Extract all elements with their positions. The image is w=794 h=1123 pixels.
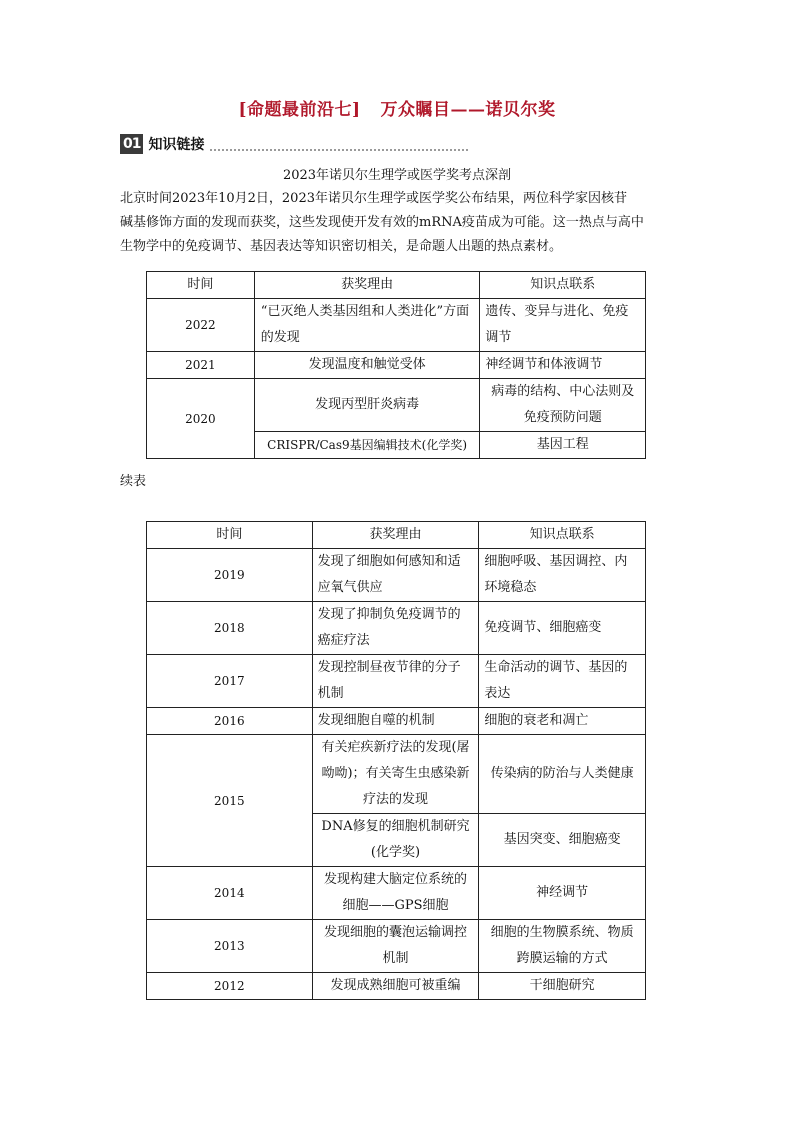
column-header: 获奖理由 bbox=[254, 272, 480, 299]
table-row bbox=[147, 920, 646, 973]
table-header-row bbox=[147, 272, 646, 299]
section-header bbox=[120, 132, 468, 156]
reason-cell: 有关疟疾新疗法的发现(屠呦呦)；有关寄生虫感染新疗法的发现 bbox=[312, 735, 479, 814]
knowledge-cell: 传染病的防治与人类健康 bbox=[479, 735, 646, 814]
knowledge-cell: 细胞的生物膜系统、物质跨膜运输的方式 bbox=[479, 920, 646, 973]
year-cell: 2018 bbox=[147, 602, 313, 655]
reason-cell: 发现细胞的囊泡运输调控机制 bbox=[312, 920, 479, 973]
reason-cell: CRISPR/Cas9基因编辑技术(化学奖) bbox=[254, 432, 480, 459]
knowledge-cell: 免疫调节、细胞癌变 bbox=[479, 602, 646, 655]
column-header: 时间 bbox=[147, 522, 313, 549]
table-row bbox=[147, 549, 646, 602]
reason-cell: 发现温度和触觉受体 bbox=[254, 352, 480, 379]
knowledge-cell: 细胞的衰老和凋亡 bbox=[479, 708, 646, 735]
year-cell: 2022 bbox=[147, 299, 255, 352]
table-header-row bbox=[147, 522, 646, 549]
section-label: 知识链接 bbox=[148, 137, 205, 153]
year-cell: 2016 bbox=[147, 708, 313, 735]
section-number-badge: 01 bbox=[120, 134, 143, 154]
table-row bbox=[147, 352, 646, 379]
table-row bbox=[147, 708, 646, 735]
intro-line: 生物学中的免疫调节、基因表达等知识密切相关，是命题人出题的热点素材。 bbox=[120, 239, 563, 254]
reason-cell: 发现成熟细胞可被重编 bbox=[312, 973, 479, 1000]
intro-paragraph bbox=[120, 187, 650, 259]
reason-cell: 发现了细胞如何感知和适应氧气供应 bbox=[312, 549, 479, 602]
reason-cell: 发现细胞自噬的机制 bbox=[312, 708, 479, 735]
title-main: 万众瞩目——诺贝尔奖 bbox=[380, 100, 556, 120]
dotted-divider bbox=[210, 149, 468, 151]
knowledge-cell: 神经调节和体液调节 bbox=[480, 352, 646, 379]
knowledge-cell: 病毒的结构、中心法则及免疫预防问题 bbox=[480, 379, 646, 432]
intro-line: 碱基修饰方面的发现而获奖，这些发现使开发有效的mRNA疫苗成为可能。这一热点与高中 bbox=[120, 215, 644, 230]
year-cell: 2013 bbox=[147, 920, 313, 973]
column-header: 知识点联系 bbox=[479, 522, 646, 549]
table-row bbox=[147, 867, 646, 920]
year-cell: 2021 bbox=[147, 352, 255, 379]
year-cell: 2017 bbox=[147, 655, 313, 708]
intro-line: 北京时间2023年10月2日，2023年诺贝尔生理学或医学奖公布结果，两位科学家因核苷 bbox=[120, 191, 627, 206]
knowledge-cell: 神经调节 bbox=[479, 867, 646, 920]
column-header: 时间 bbox=[147, 272, 255, 299]
table-row bbox=[147, 735, 646, 814]
table-row bbox=[147, 655, 646, 708]
reason-cell: DNA修复的细胞机制研究(化学奖) bbox=[312, 814, 479, 867]
knowledge-cell: 遗传、变异与进化、免疫调节 bbox=[480, 299, 646, 352]
reason-cell: 发现控制昼夜节律的分子机制 bbox=[312, 655, 479, 708]
knowledge-cell: 细胞呼吸、基因调控、内环境稳态 bbox=[479, 549, 646, 602]
year-cell: 2015 bbox=[147, 735, 313, 867]
table-row bbox=[147, 299, 646, 352]
knowledge-cell: 基因工程 bbox=[480, 432, 646, 459]
reason-cell: 发现了抑制负免疫调节的癌症疗法 bbox=[312, 602, 479, 655]
knowledge-cell: 基因突变、细胞癌变 bbox=[479, 814, 646, 867]
table-row bbox=[147, 973, 646, 1000]
page-title bbox=[0, 95, 794, 120]
article-subtitle: 2023年诺贝尔生理学或医学奖考点深剖 bbox=[282, 168, 512, 183]
continued-label: 续表 bbox=[120, 474, 147, 489]
knowledge-cell: 生命活动的调节、基因的表达 bbox=[479, 655, 646, 708]
reason-cell: 发现丙型肝炎病毒 bbox=[254, 379, 480, 432]
knowledge-cell: 干细胞研究 bbox=[479, 973, 646, 1000]
table-row bbox=[147, 602, 646, 655]
reason-cell: “已灭绝人类基因组和人类进化”方面的发现 bbox=[254, 299, 480, 352]
column-header: 获奖理由 bbox=[312, 522, 479, 549]
nobel-table-1 bbox=[146, 271, 646, 459]
year-cell: 2012 bbox=[147, 973, 313, 1000]
year-cell: 2020 bbox=[147, 379, 255, 459]
year-cell: 2014 bbox=[147, 867, 313, 920]
column-header: 知识点联系 bbox=[480, 272, 646, 299]
nobel-table-2 bbox=[146, 521, 646, 1000]
reason-cell: 发现构建大脑定位系统的细胞——GPS细胞 bbox=[312, 867, 479, 920]
title-bracket-label: [命题最前沿七] bbox=[238, 100, 361, 120]
table-row bbox=[147, 379, 646, 432]
year-cell: 2019 bbox=[147, 549, 313, 602]
